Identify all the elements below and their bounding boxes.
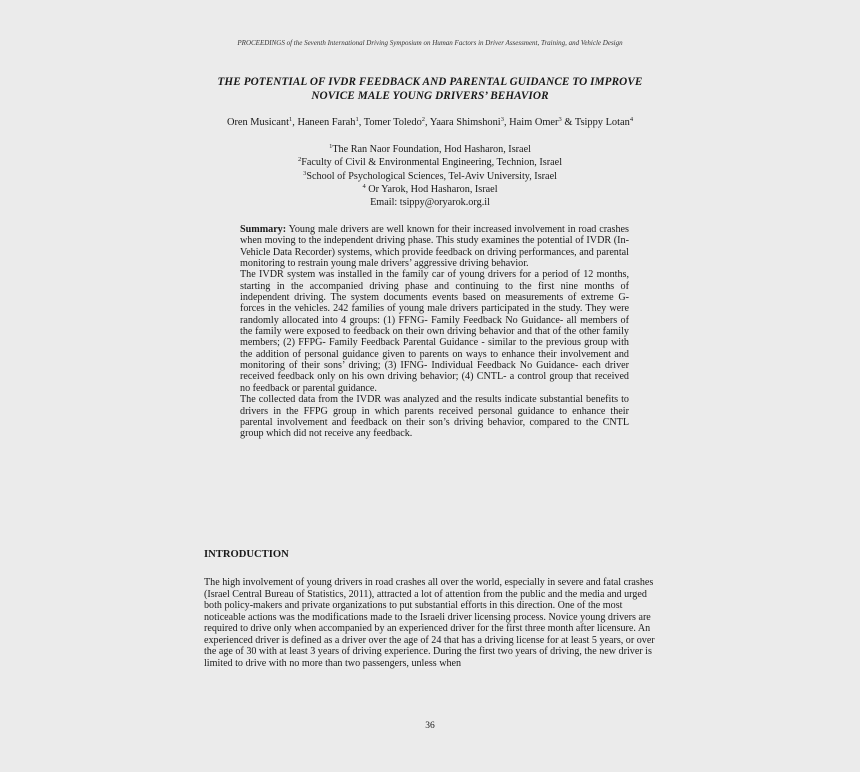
summary-paragraph: Summary: Young male drivers are well known for their increased involvement in road crashes when moving to the independent driving phase. This study examines the potential of IVDR (In-Vehicle Data Recorder) systems, which provide feedback on driving performances, and parental monitoring to restrain young male drivers’ aggressive driving behavior.: [240, 224, 629, 270]
author: Tomer Toledo$^2$,: [363, 116, 430, 128]
author: Oren Musicant$^1$,: [226, 116, 298, 128]
page-number: 36: [425, 721, 435, 731]
affiliation: $^2$Faculty of Civil & Environmental Engineering, Technion, Israel: [297, 156, 563, 169]
author-list: [200, 116, 660, 130]
affiliations: [200, 143, 660, 209]
affiliation: $^1$The Ran Naor Foundation, Hod Hasharon, Israel: [329, 143, 531, 155]
section-heading: INTRODUCTION: [204, 549, 289, 560]
affiliation: $^3$School of Psychological Sciences, Tel-Aviv University, Israel: [303, 169, 557, 182]
summary-block: [240, 224, 629, 440]
introduction-text: [204, 577, 656, 669]
affiliation: $^4$ Or Yarok, Hod Hasharon, Israel: [362, 182, 498, 195]
summary-paragraph: The collected data from the IVDR was analyzed and the results indicate substantial benefits to drivers in the FFPG group in which parents received personal guidance to enhance their parental involvement and feedback on their son’s driving behavior, compared to the CNTL group which did not receive any feedback.: [240, 394, 629, 440]
paper-title: [150, 75, 710, 103]
summary-paragraph: The IVDR system was installed in the family car of young drivers for a period of 12 months, starting in the accompanied driving phase and continuing to the first nine months of independent driving. The system documents events based on measurements of extreme G-forces in the vehicles. 242 families of young male drivers participated in the study. They were randomly allocated into 4 groups: (1) FFNG- Family Feedback No Guidance- all members of the family were exposed to feedback on their own driving behavior and that of the other family members; (2) FFPG- Family Feedback Parental Guidance - similar to the previous group with the addition of personal guidance given to parents on ways to enhance their involvement and monitoring of their sons’ driving; (3) IFNG- Individual Feedback No Guidance- each driver received feedback only on his own driving behavior; (4) CNTL- a control group that received no feedback or parental guidance.: [240, 269, 629, 394]
contact-email: Email: tsippy@oryarok.org.il: [370, 197, 490, 209]
running-head: PROCEEDINGS of the Seventh International Driving Symposium on Human Factors in Driver Assessment, Training, and Vehicle Design: [237, 39, 623, 47]
author: Yaara Shimshoni$^3$,: [429, 116, 510, 128]
title-line: THE POTENTIAL OF IVDR FEEDBACK AND PARENTAL GUIDANCE TO IMPROVE: [217, 76, 643, 88]
summary-label: Summary:: [240, 224, 287, 235]
author: Haim Omer$^3$ &: [509, 116, 575, 128]
author: Tsippy Lotan$^4$: [574, 116, 634, 128]
author: Haneen Farah$^1$,: [297, 116, 364, 128]
body-paragraph: The high involvement of young drivers in road crashes all over the world, especially in severe and fatal crashes (Israel Central Bureau of Statistics, 2011), attracted a lot of attention from the public and the media and urged both policy-makers and private organizations to put substantial efforts in this direction. One of the most noticeable actions was the modifications made to the Israeli driver licensing process. Novice young drivers are required to drive only when accompanied by an experienced driver for the first three month after licensure. An experienced driver is defined as a driver over the age of 24 that has a driving license for at least 5 years, or over the age of 30 with at least 3 years of driving experience. During the first two years of driving, the new driver is limited to drive with no more than two passengers, unless when: [204, 577, 655, 669]
title-line: NOVICE MALE YOUNG DRIVERS’ BEHAVIOR: [311, 90, 549, 102]
